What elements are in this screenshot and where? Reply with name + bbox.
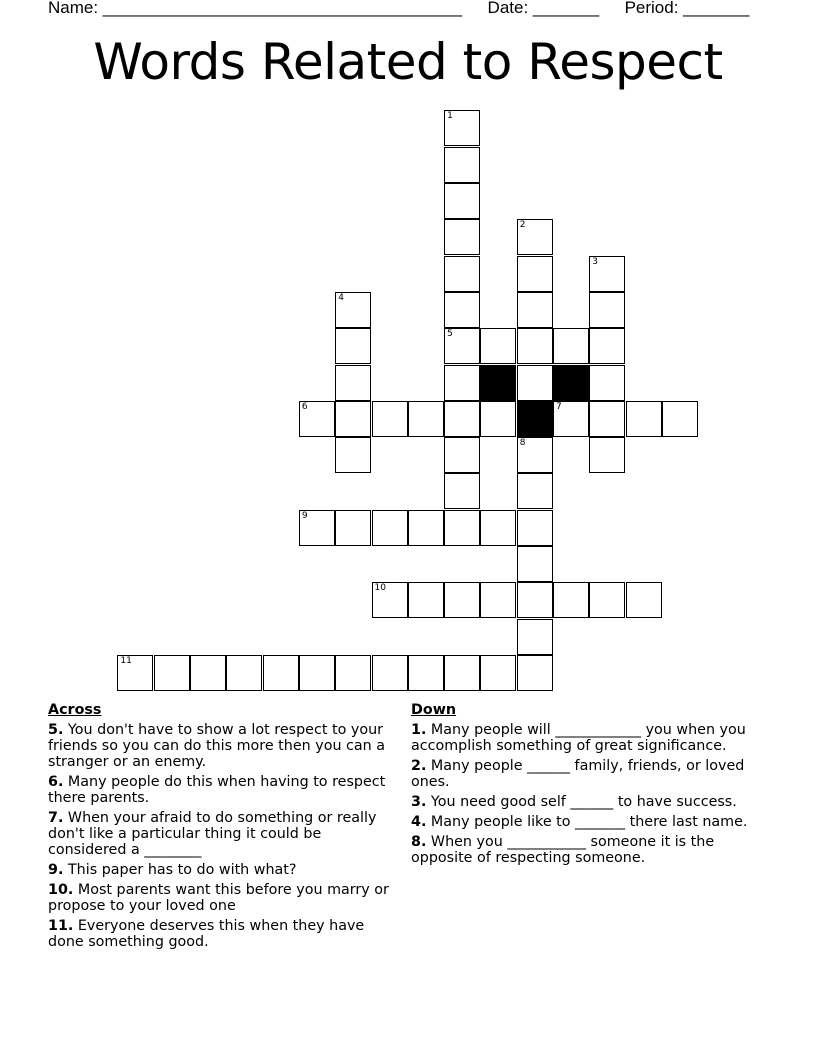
clue-text: You need good self ______ to have success. <box>426 794 737 810</box>
clue-number: 6 <box>301 401 308 412</box>
crossword-cell[interactable] <box>517 546 553 582</box>
black-square <box>553 365 589 401</box>
clue-number: 2. <box>411 758 427 774</box>
clue-number: 4 <box>338 292 344 303</box>
clue-text: When you ___________ someone it is the opposite of respecting someone. <box>411 834 715 866</box>
clue-text: Many people will ____________ you when you accomplish something of great significance. <box>411 722 746 754</box>
crossword-cell[interactable] <box>372 655 408 691</box>
clue-number: 3 <box>592 256 599 267</box>
across-heading: Across <box>48 702 102 718</box>
crossword-cell[interactable] <box>553 582 589 618</box>
crossword-cell[interactable] <box>589 437 625 473</box>
clue-text: Many people do this when having to respect there parents. <box>48 774 386 806</box>
down-clue <box>411 834 756 866</box>
crossword-cell[interactable] <box>335 655 371 691</box>
crossword-cell[interactable] <box>190 655 226 691</box>
crossword-cell[interactable] <box>299 401 335 437</box>
crossword-cell[interactable] <box>517 437 553 473</box>
crossword-cell[interactable] <box>517 219 553 255</box>
clue-number: 5. <box>48 722 64 738</box>
down-clue <box>411 814 756 830</box>
crossword-cell[interactable] <box>517 292 553 328</box>
crossword-cell[interactable] <box>589 401 625 437</box>
crossword-cell[interactable] <box>408 401 444 437</box>
crossword-cell[interactable] <box>154 655 190 691</box>
clue-number: 10. <box>48 882 74 898</box>
crossword-cell[interactable] <box>480 328 516 364</box>
down-heading: Down <box>411 702 457 718</box>
crossword-cell[interactable] <box>372 401 408 437</box>
crossword-cell[interactable] <box>444 473 480 509</box>
crossword-cell[interactable] <box>444 401 480 437</box>
crossword-cell[interactable] <box>444 510 480 546</box>
crossword-cell[interactable] <box>117 655 153 691</box>
clue-number: 11. <box>48 918 74 934</box>
puzzle-title: Words Related to Respect <box>93 33 723 91</box>
clue-number: 8 <box>519 438 526 449</box>
crossword-cell[interactable] <box>335 328 371 364</box>
across-clue <box>48 774 398 806</box>
across-clue <box>48 882 398 914</box>
crossword-cell[interactable] <box>480 582 516 618</box>
crossword-cell[interactable] <box>299 655 335 691</box>
crossword-cell[interactable] <box>480 401 516 437</box>
clue-number: 10 <box>374 583 386 594</box>
crossword-cell[interactable] <box>372 582 408 618</box>
crossword-cell[interactable] <box>444 437 480 473</box>
crossword-cell[interactable] <box>335 401 371 437</box>
crossword-cell[interactable] <box>553 401 589 437</box>
crossword-cell[interactable] <box>589 365 625 401</box>
crossword-cell[interactable] <box>517 582 553 618</box>
crossword-cell[interactable] <box>517 619 553 655</box>
crossword-cell[interactable] <box>226 655 262 691</box>
crossword-cell[interactable] <box>517 510 553 546</box>
crossword-cell[interactable] <box>517 365 553 401</box>
crossword-cell[interactable] <box>553 328 589 364</box>
name-field[interactable]: Name: ______________________________________ <box>48 0 463 17</box>
crossword-cell[interactable] <box>480 510 516 546</box>
clue-number: 9 <box>301 510 308 521</box>
crossword-cell[interactable] <box>444 147 480 183</box>
crossword-cell[interactable] <box>517 256 553 292</box>
crossword-cell[interactable] <box>662 401 698 437</box>
clue-number: 6. <box>48 774 64 790</box>
crossword-cell[interactable] <box>589 328 625 364</box>
crossword-cell[interactable] <box>444 365 480 401</box>
clue-number: 7. <box>48 810 64 826</box>
clue-number: 9. <box>48 862 64 878</box>
crossword-cell[interactable] <box>372 510 408 546</box>
clue-text: Many people ______ family, friends, or loved ones. <box>411 758 745 790</box>
crossword-cell[interactable] <box>517 655 553 691</box>
down-clue <box>411 794 756 810</box>
crossword-cell[interactable] <box>444 292 480 328</box>
down-clues <box>411 702 756 870</box>
crossword-cell[interactable] <box>335 365 371 401</box>
clue-number: 5 <box>447 329 453 340</box>
down-clue <box>411 758 756 790</box>
date-field[interactable]: Date: _______ <box>487 0 600 17</box>
down-clue <box>411 722 756 754</box>
crossword-cell[interactable] <box>444 655 480 691</box>
crossword-cell[interactable] <box>335 292 371 328</box>
crossword-cell[interactable] <box>408 655 444 691</box>
black-square <box>517 401 553 437</box>
crossword-cell[interactable] <box>444 110 480 146</box>
crossword-cell[interactable] <box>480 655 516 691</box>
clue-number: 1 <box>447 111 453 122</box>
across-clue <box>48 722 398 770</box>
clue-number: 1. <box>411 722 427 738</box>
period-field[interactable]: Period: _______ <box>624 0 750 17</box>
crossword-cell[interactable] <box>444 582 480 618</box>
across-clue <box>48 862 398 878</box>
student-info-header <box>48 0 748 18</box>
clue-text: This paper has to do with what? <box>63 862 297 878</box>
crossword-cell[interactable] <box>589 292 625 328</box>
crossword-cell[interactable] <box>335 437 371 473</box>
crossword-cell[interactable] <box>299 510 335 546</box>
crossword-cell[interactable] <box>517 328 553 364</box>
across-clue <box>48 810 398 858</box>
crossword-cell[interactable] <box>517 473 553 509</box>
crossword-cell[interactable] <box>444 256 480 292</box>
clue-text: Most parents want this before you marry or propose to your loved one <box>48 882 389 914</box>
crossword-cell[interactable] <box>444 183 480 219</box>
clue-text: Everyone deserves this when they have done something good. <box>48 918 365 950</box>
across-clues <box>48 702 398 954</box>
crossword-cell[interactable] <box>335 510 371 546</box>
across-clue <box>48 918 398 950</box>
clue-text: You don't have to show a lot respect to your friends so you can do this more then you can a stranger or an enemy. <box>48 722 386 770</box>
black-square <box>480 365 516 401</box>
crossword-cell[interactable] <box>589 582 625 618</box>
crossword-cell[interactable] <box>444 219 480 255</box>
clue-number: 11 <box>120 655 132 666</box>
clue-text: When your afraid to do something or really don't like a particular thing it could be considered a ________ <box>48 810 377 858</box>
clue-number: 3. <box>411 794 427 810</box>
clue-number: 8. <box>411 834 427 850</box>
clue-number: 7 <box>556 401 562 412</box>
crossword-cell[interactable] <box>626 401 662 437</box>
clue-number: 4. <box>411 814 427 830</box>
crossword-cell[interactable] <box>589 256 625 292</box>
crossword-cell[interactable] <box>263 655 299 691</box>
clue-number: 2 <box>519 220 526 231</box>
clue-text: Many people like to _______ there last name. <box>426 814 748 830</box>
crossword-cell[interactable] <box>408 582 444 618</box>
crossword-cell[interactable] <box>444 328 480 364</box>
crossword-cell[interactable] <box>408 510 444 546</box>
crossword-cell[interactable] <box>626 582 662 618</box>
